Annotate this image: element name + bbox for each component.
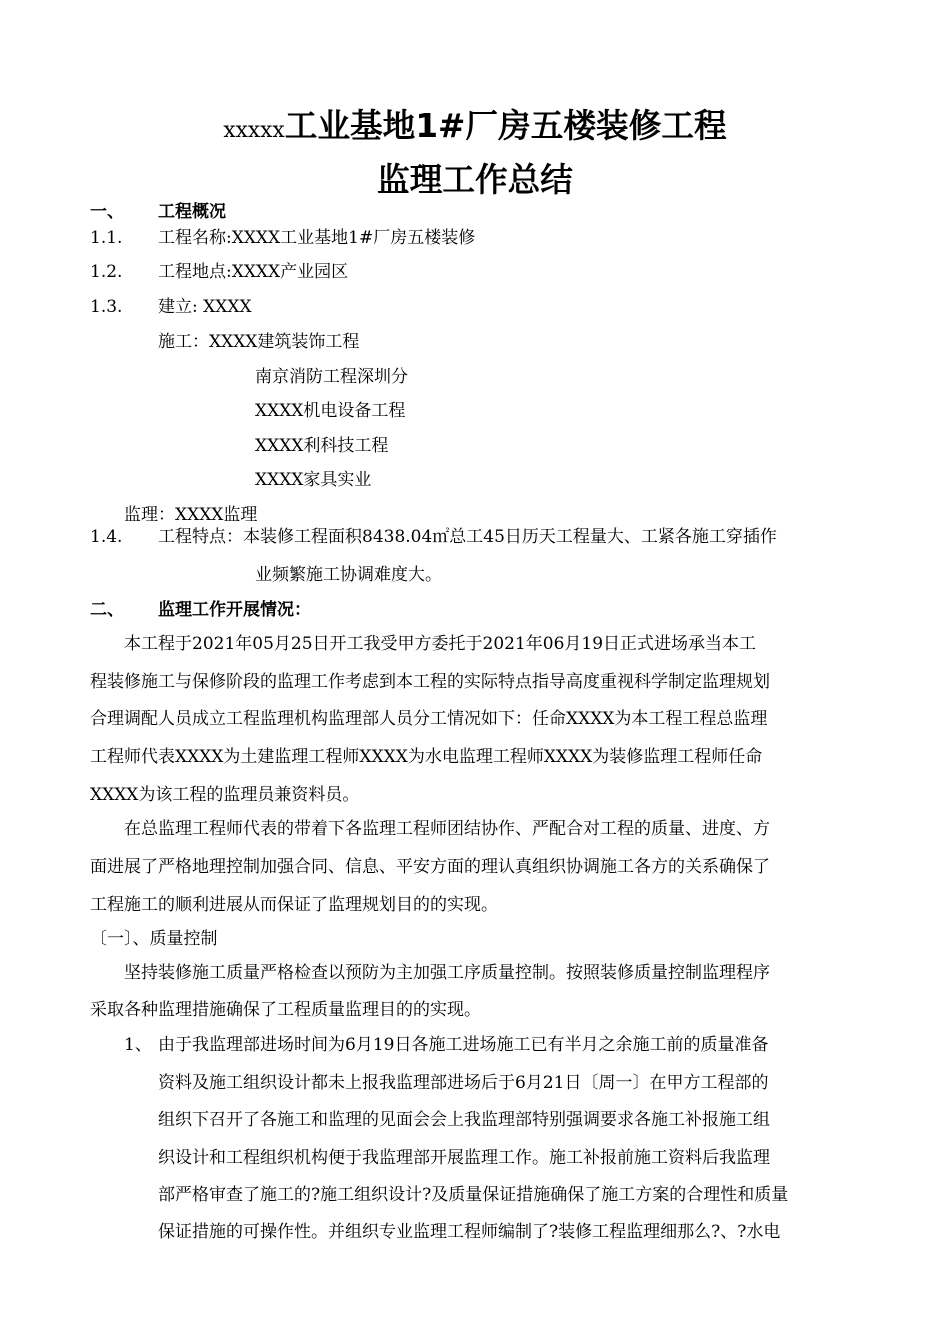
contractor-item: XXXX利科技工程	[255, 436, 389, 456]
para3-line: 坚持装修施工质量严格检查以预防为主加强工序质量控制。按照装修质量控制监理程序	[124, 963, 770, 983]
para2-line: 面进展了严格地理控制加强合同、信息、平安方面的理认真组织协调施工各方的关系确保了	[90, 857, 770, 877]
section1-number: 一、	[90, 202, 124, 222]
para1-line: XXXX为该工程的监理员兼资料员。	[90, 785, 360, 805]
section1-heading: 工程概况	[158, 202, 226, 222]
features-line2: 业频繁施工协调难度大。	[255, 565, 442, 585]
para1-line: 合理调配人员成立工程监理机构监理部人员分工情况如下：任命XXXX为本工程工程总监理	[90, 709, 768, 729]
item1-line: 织设计和工程组织机构便于我监理部开展监理工作。施工补报前施工资料后我监理	[158, 1148, 770, 1168]
para1-line: 本工程于2021年05月25日开工我受甲方委托于2021年06月19日正式进场承当本工	[124, 634, 757, 654]
contractor-item: XXXX机电设备工程	[255, 401, 406, 421]
construction-label: 施工：XXXX建筑装饰工程	[158, 332, 360, 352]
item-1-2-text: 工程地点:XXXX产业园区	[158, 262, 349, 282]
document-title-line2: 监理工作总结	[377, 160, 573, 199]
para2-line: 工程施工的顺利进展从而保证了监理规划目的的实现。	[90, 895, 498, 915]
section2-number: 二、	[90, 600, 124, 620]
para3-line: 采取各种监理措施确保了工程质量监理目的的实现。	[90, 1000, 481, 1020]
para1-line: 工程师代表XXXX为土建监理工程师XXXX为水电监理工程师XXXX为装修监理工程师任命	[90, 747, 763, 767]
item-1-1-text: 工程名称:XXXX工业基地1#厂房五楼装修	[158, 228, 476, 248]
item-1-4-number: 1.4.	[90, 527, 123, 547]
item-1-1-number: 1.1.	[90, 228, 123, 248]
supervision-label: 监理：XXXX监理	[124, 505, 258, 525]
para2-line: 在总监理工程师代表的带着下各监理工程师团结协作、严配合对工程的质量、进度、方	[124, 819, 770, 839]
subsection-quality-heading: 〔一〕、质量控制	[90, 929, 218, 949]
item-1-3-number: 1.3.	[90, 297, 123, 317]
section2-heading: 监理工作开展情况：	[158, 600, 311, 620]
item1-line: 组织下召开了各施工和监理的见面会会上我监理部特别强调要求各施工补报施工组	[158, 1110, 770, 1130]
item1-line: 部严格审查了施工的?施工组织设计?及质量保证措施确保了施工方案的合理性和质量	[158, 1185, 789, 1205]
item1-number: 1、	[124, 1035, 152, 1055]
item-1-2-number: 1.2.	[90, 262, 123, 282]
item1-line: 保证措施的可操作性。并组织专业监理工程师编制了?装修工程监理细那么?、?水电	[158, 1222, 781, 1242]
para1-line: 程装修施工与保修阶段的监理工作考虑到本工程的实际特点指导高度重视科学制定监理规划	[90, 672, 770, 692]
item1-line: 资料及施工组织设计都未上报我监理部进场后于6月21日〔周一〕在甲方工程部的	[158, 1073, 769, 1093]
item-1-3-text: 建立: XXXX	[158, 297, 252, 317]
title-prefix: xxxxx	[223, 118, 285, 143]
item1-line: 由于我监理部进场时间为6月19日各施工进场施工已有半月之余施工前的质量准备	[158, 1035, 769, 1055]
contractor-item: 南京消防工程深圳分	[255, 367, 408, 387]
features-line1: 工程特点：本装修工程面积8438.04㎡总工45日历天工程量大、工紧各施工穿插作	[158, 527, 777, 547]
contractor-item: XXXX家具实业	[255, 470, 372, 490]
document-title-line1	[5, 100, 945, 147]
title-main: 工业基地1#厂房五楼装修工程	[284, 106, 727, 145]
